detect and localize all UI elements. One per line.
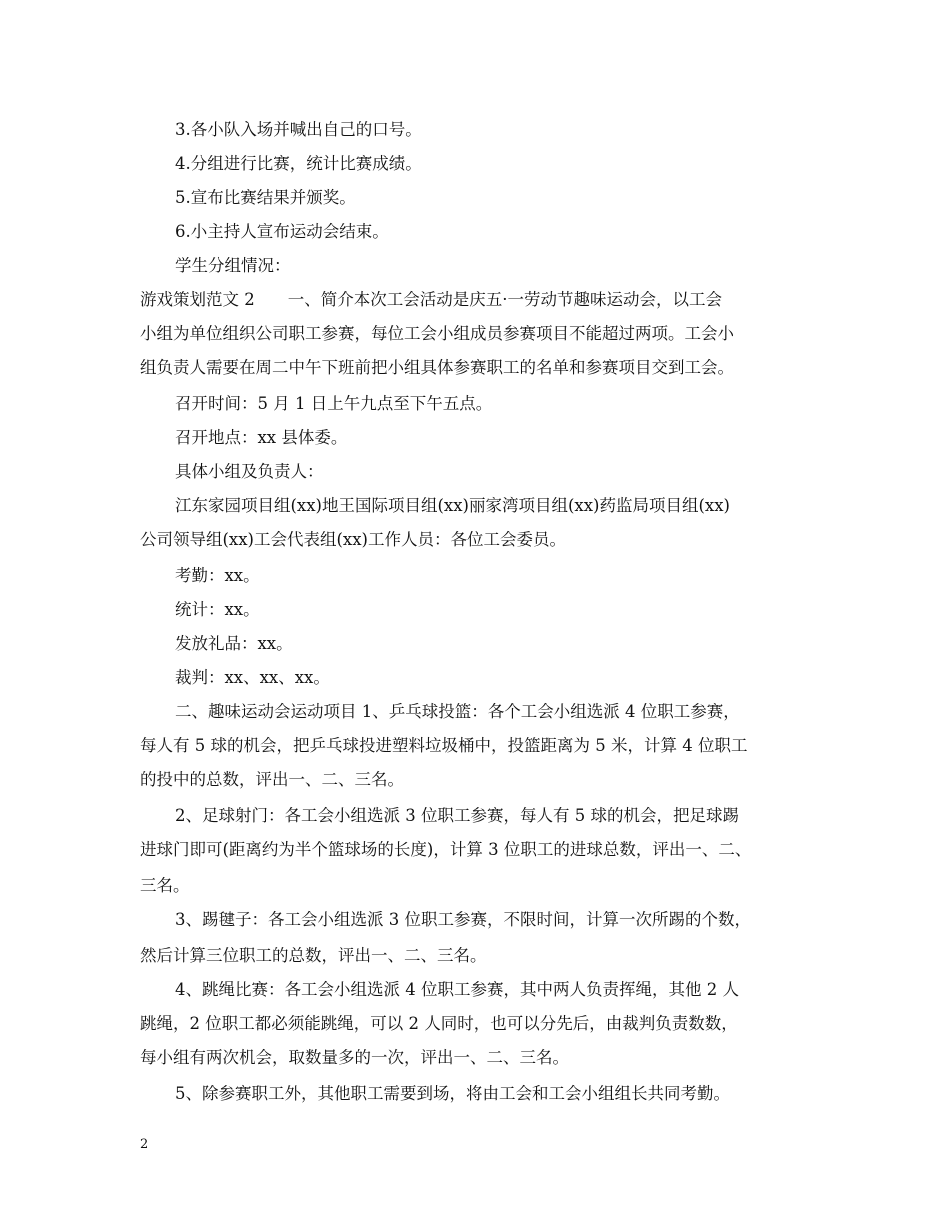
text-line: 裁判：xx、xx、xx。 (175, 668, 330, 687)
text-line: 具体小组及负责人： (175, 462, 324, 481)
text-line: 3.各小队入场并喊出自己的口号。 (175, 120, 422, 139)
text-line: 2、足球射门：各工会小组选派 3 位职工参赛，每人有 5 球的机会，把足球踢 (175, 806, 739, 825)
text-line: 江东家园项目组(xx)地王国际项目组(xx)丽家湾项目组(xx)药监局项目组(xx) (175, 496, 730, 515)
text-line: 三名。 (140, 876, 190, 895)
text-line: 统计：xx。 (175, 600, 260, 619)
text-line: 考勤：xx。 (175, 566, 260, 585)
text-line: 发放礼品：xx。 (175, 634, 293, 653)
text-line: 每小组有两次机会，取数量多的一次，评出一、二、三名。 (140, 1048, 569, 1067)
text-line: 学生分组情况： (175, 256, 291, 275)
text-line: 每人有 5 球的机会，把乒乓球投进塑料垃圾桶中，投篮距离为 5 米，计算 4 位职工 (140, 736, 748, 755)
text-line: 的投中的总数，评出一、二、三名。 (140, 770, 404, 789)
text-line: 4.分组进行比赛，统计比赛成绩。 (175, 154, 422, 173)
text-line: 跳绳，2 位职工都必须能跳绳，可以 2 人同时，也可以分先后，由裁判负责数数， (140, 1014, 738, 1033)
text-line: 5、除参赛职工外，其他职工需要到场，将由工会和工会小组组长共同考勤。 (175, 1084, 730, 1103)
text-line: 召开地点：xx 县体委。 (175, 428, 348, 447)
text-line: 4、跳绳比赛：各工会小组选派 4 位职工参赛，其中两人负责挥绳，其他 2 人 (175, 980, 739, 999)
text-line: 召开时间：5 月 1 日上午九点至下午五点。 (175, 394, 493, 413)
text-line: 二、趣味运动会运动项目 1、乒乓球投篮：各个工会小组选派 4 位职工参赛， (175, 702, 740, 721)
text-line: 6.小主持人宣布运动会结束。 (175, 222, 389, 241)
text-line: 3、踢毽子：各工会小组选派 3 位职工参赛，不限时间，计算一次所踢的个数， (175, 910, 751, 929)
text-line: 进球门即可(距离约为半个篮球场的长度)，计算 3 位职工的进球总数，评出一、二、 (140, 840, 752, 859)
page-number: 2 (140, 1137, 149, 1152)
text-line: 然后计算三位职工的总数，评出一、二、三名。 (140, 946, 487, 965)
text-line: 组负责人需要在周二中午下班前把小组具体参赛职工的名单和参赛项目交到工会。 (140, 358, 734, 377)
text-line: 公司领导组(xx)工会代表组(xx)工作人员：各位工会委员。 (140, 530, 566, 549)
text-line: 小组为单位组织公司职工参赛，每位工会小组成员参赛项目不能超过两项。工会小 (140, 324, 734, 343)
text-line: 5.宣布比赛结果并颁奖。 (175, 188, 356, 207)
text-line: 游戏策划范文 2 一、简介本次工会活动是庆五·一劳动节趣味运动会，以工会 (140, 290, 722, 309)
